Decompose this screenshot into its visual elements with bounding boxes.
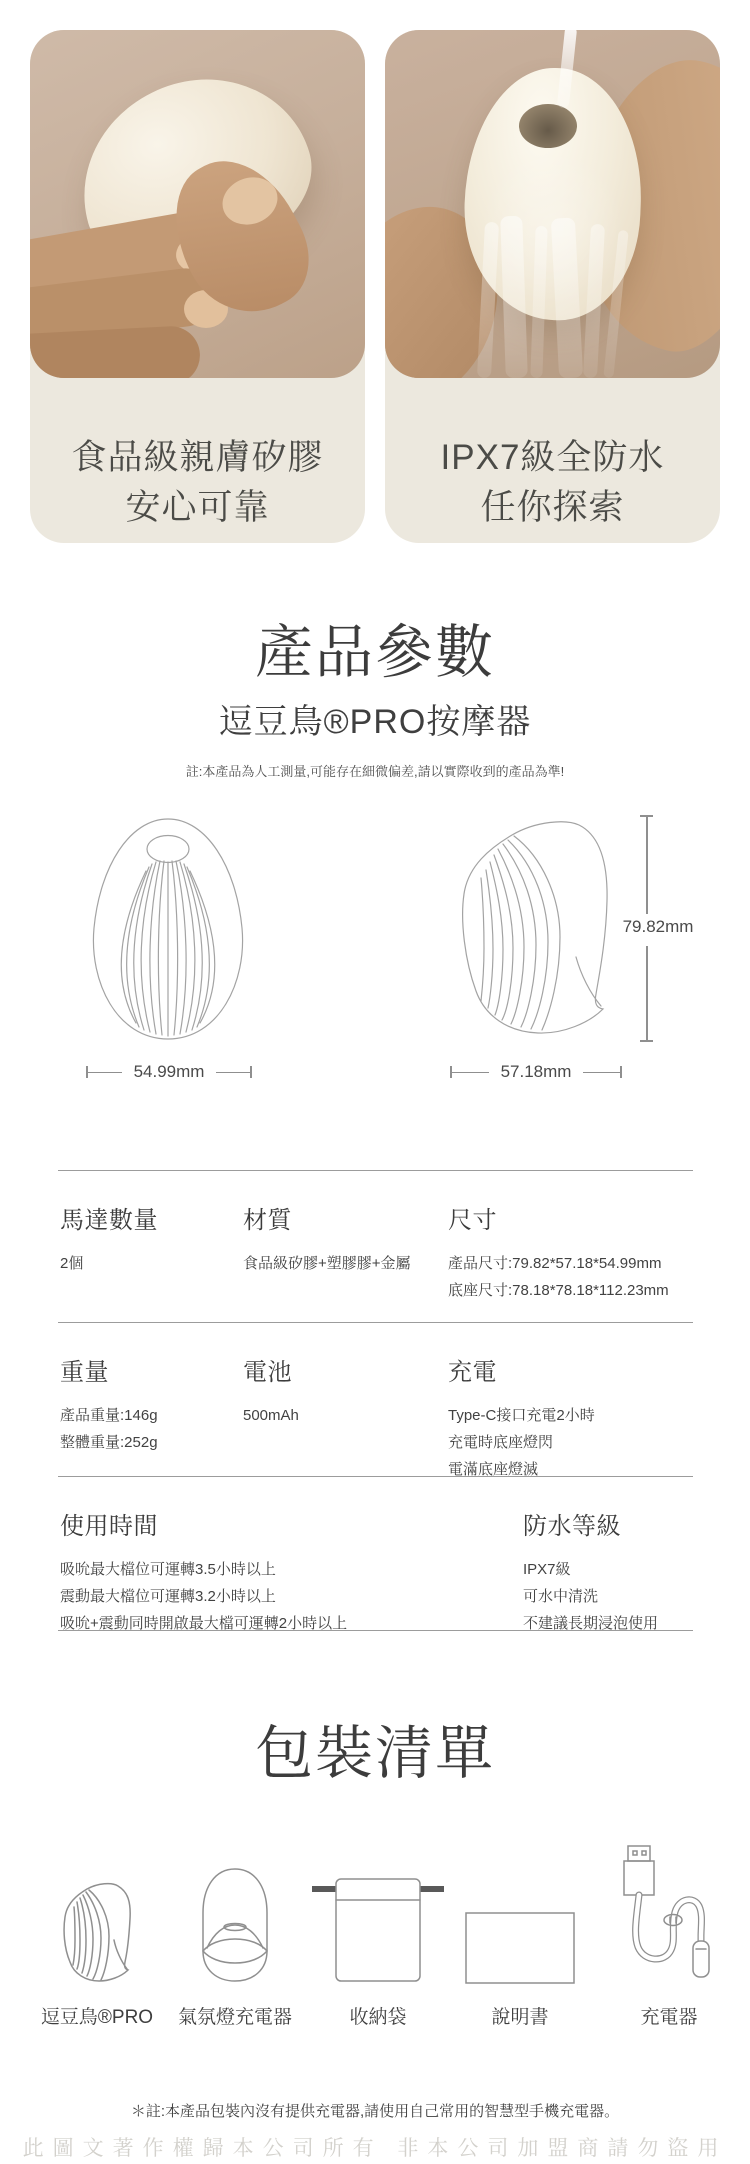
usb-cable-icon bbox=[594, 1832, 744, 1984]
spec-waterproof bbox=[523, 1506, 658, 1637]
spec-value: 底座尺寸:78.18*78.18*112.23mm bbox=[448, 1282, 669, 1299]
spec-label: 充電 bbox=[448, 1359, 497, 1386]
photo-hand-squeezing-product bbox=[30, 30, 365, 378]
divider bbox=[58, 1170, 693, 1171]
product-name: 逗豆鳥®PRO按摩器 bbox=[218, 703, 532, 741]
caption-line: IPX7級全防水 bbox=[440, 438, 665, 477]
spec-value: 電滿底座燈滅 bbox=[448, 1461, 539, 1478]
measurement-note: 註:本產品為人工測量,可能存在細微偏差,請以實際收到的產品為準! bbox=[185, 764, 565, 779]
spec-value: 產品重量:146g bbox=[60, 1407, 158, 1424]
dimension-line bbox=[452, 1072, 489, 1073]
feature-caption bbox=[30, 408, 365, 558]
spec-value: 2個 bbox=[60, 1255, 84, 1272]
spec-value: 整體重量:252g bbox=[60, 1434, 158, 1451]
caption-line: 食品級親膚矽膠 bbox=[71, 438, 324, 477]
charging-dome-icon bbox=[160, 1832, 310, 1984]
spec-value: Type-C接口充電2小時 bbox=[448, 1407, 595, 1424]
spec-label: 尺寸 bbox=[448, 1207, 497, 1234]
front-width-dimension bbox=[86, 1062, 252, 1082]
spec-charging bbox=[448, 1352, 595, 1483]
spec-label: 重量 bbox=[60, 1359, 109, 1386]
dimension-tick bbox=[250, 1066, 252, 1078]
spec-value: 吸吮+震動同時開啟最大檔可運轉2小時以上 bbox=[60, 1615, 348, 1632]
spec-label: 馬達數量 bbox=[60, 1207, 158, 1234]
suction-opening-shape bbox=[519, 104, 577, 148]
spec-value: 500mAh bbox=[243, 1407, 299, 1424]
dimension-line bbox=[88, 1072, 122, 1073]
spec-value: 充電時底座燈閃 bbox=[448, 1434, 554, 1451]
dimension-line bbox=[646, 946, 648, 1041]
height-label: 79.82mm bbox=[622, 917, 694, 936]
spec-label: 防水等級 bbox=[523, 1513, 621, 1540]
spec-material bbox=[243, 1200, 411, 1277]
finger-shape bbox=[30, 325, 201, 378]
dimension-tick bbox=[620, 1066, 622, 1078]
storage-bag-icon bbox=[303, 1832, 453, 1984]
front-width-label: 54.99mm bbox=[133, 1062, 205, 1081]
massager-side-icon bbox=[22, 1832, 172, 1984]
package-item-label: 逗豆鳥®PRO bbox=[40, 2007, 154, 2028]
spec-runtime bbox=[60, 1506, 347, 1637]
feature-caption bbox=[385, 408, 720, 558]
spec-value: 可水中清洗 bbox=[523, 1588, 599, 1605]
spec-value: 不建議長期浸泡使用 bbox=[523, 1615, 659, 1632]
spec-size bbox=[448, 1200, 669, 1304]
side-width-dimension bbox=[450, 1062, 622, 1082]
spec-value: 震動最大檔位可運轉3.2小時以上 bbox=[60, 1588, 276, 1605]
spec-value: IPX7級 bbox=[523, 1561, 571, 1578]
package-item-label: 說明書 bbox=[491, 2007, 549, 2028]
dimension-tick bbox=[640, 1040, 653, 1042]
dimension-line bbox=[583, 1072, 620, 1073]
spec-value: 吸吮最大檔位可運轉3.5小時以上 bbox=[60, 1561, 276, 1578]
spec-label: 電池 bbox=[243, 1359, 292, 1386]
manual-icon bbox=[445, 1832, 595, 1984]
caption-line: 任你探索 bbox=[480, 488, 625, 527]
feature-card-waterproof bbox=[385, 30, 720, 543]
feature-card-silicone bbox=[30, 30, 365, 543]
spec-battery bbox=[243, 1352, 299, 1429]
specs-section-title: 產品參數 bbox=[254, 620, 495, 685]
side-view-drawing bbox=[450, 815, 620, 1043]
package-item-label: 充電器 bbox=[640, 2007, 698, 2028]
dimension-line bbox=[646, 816, 648, 914]
spec-value: 食品級矽膠+塑膠膠+金屬 bbox=[243, 1255, 411, 1272]
spec-label: 使用時間 bbox=[60, 1513, 158, 1540]
photo-water-rinse-product bbox=[385, 30, 720, 378]
package-item-label: 收納袋 bbox=[349, 2007, 407, 2028]
front-view-drawing bbox=[86, 816, 251, 1044]
side-width-label: 57.18mm bbox=[500, 1062, 572, 1081]
spec-label: 材質 bbox=[243, 1207, 292, 1234]
divider bbox=[58, 1322, 693, 1323]
dimension-line bbox=[216, 1072, 250, 1073]
spec-motor-count bbox=[60, 1200, 158, 1277]
copyright-watermark: 此圖文著作權歸本公司所有 非本公司加盟商請勿盜用 bbox=[22, 2137, 728, 2160]
spec-value: 產品尺寸:79.82*57.18*54.99mm bbox=[448, 1255, 662, 1272]
caption-line: 安心可靠 bbox=[125, 488, 270, 527]
divider bbox=[58, 1476, 693, 1477]
package-section-title: 包裝清單 bbox=[254, 1721, 495, 1786]
spec-weight bbox=[60, 1352, 158, 1456]
charger-footnote: ＊註:本產品包裝內沒有提供充電器,請使用自己常用的智慧型手機充電器。 bbox=[130, 2103, 620, 2120]
package-item-label: 氣氛燈充電器 bbox=[177, 2007, 292, 2028]
